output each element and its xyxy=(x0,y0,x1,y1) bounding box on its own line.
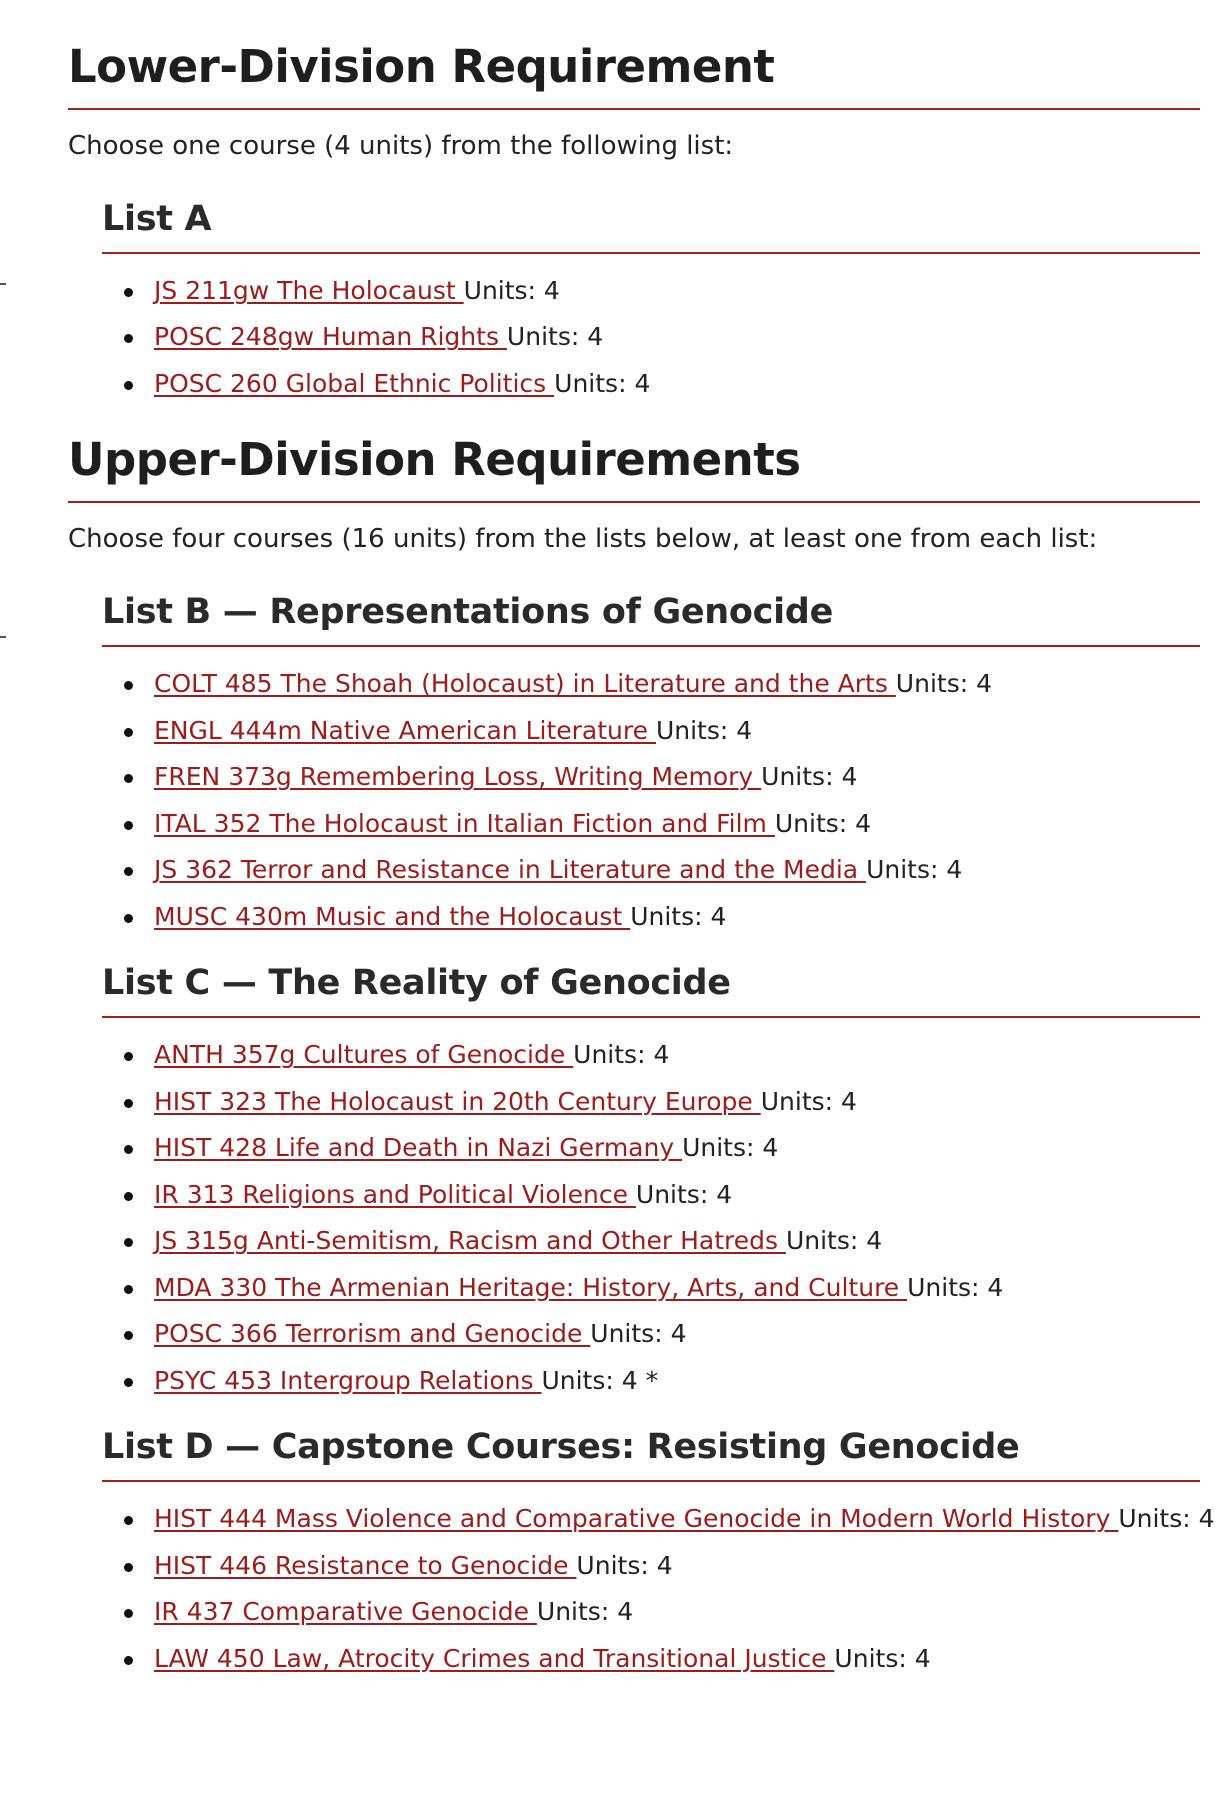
list-item xyxy=(102,1496,1215,1543)
course-units: Units: 4 xyxy=(635,1179,733,1209)
list-a xyxy=(102,198,1200,408)
bullet-icon xyxy=(124,774,133,783)
list-c-courses xyxy=(102,1032,1200,1404)
course-units: Units: 4 xyxy=(834,1643,931,1673)
list-item xyxy=(102,1032,1200,1079)
course-link[interactable]: POSC 366 Terrorism and Genocide xyxy=(154,1319,591,1349)
bullet-icon xyxy=(124,1052,133,1061)
course-link[interactable]: POSC 248gw Human Rights xyxy=(154,322,507,352)
list-b-heading: List B — Representations of Genocide xyxy=(102,591,1200,647)
list-a-heading: List A xyxy=(102,198,1200,254)
list-item xyxy=(102,314,1200,361)
upper-division-section xyxy=(68,433,1215,1682)
list-item xyxy=(102,1311,1200,1358)
list-item xyxy=(102,1172,1200,1219)
bullet-icon xyxy=(124,1145,133,1154)
list-item xyxy=(102,361,1200,408)
lower-division-heading: Lower-Division Requirement xyxy=(68,40,1200,110)
bullet-icon xyxy=(124,867,133,876)
course-units: Units: 4 xyxy=(655,715,753,745)
list-c-heading: List C — The Reality of Genocide xyxy=(102,962,1200,1018)
bullet-icon xyxy=(124,334,133,343)
course-link[interactable]: HIST 323 The Holocaust in 20th Century Europe xyxy=(154,1086,761,1116)
list-d-courses xyxy=(102,1496,1215,1682)
course-units: Units: 4 xyxy=(590,1319,687,1349)
bullet-icon xyxy=(124,914,133,923)
bullet-icon xyxy=(124,681,133,690)
course-units: Units: 4 xyxy=(761,762,858,792)
list-a-courses xyxy=(102,268,1200,408)
list-item xyxy=(102,847,1200,894)
upper-division-heading: Upper-Division Requirements xyxy=(68,433,1200,503)
course-link[interactable]: HIST 446 Resistance to Genocide xyxy=(154,1550,577,1580)
bullet-icon xyxy=(124,821,133,830)
lower-division-section xyxy=(68,40,1200,407)
course-units: Units: 4 xyxy=(536,1597,634,1627)
course-link[interactable]: MDA 330 The Armenian Heritage: History, Arts, and Culture xyxy=(154,1272,908,1302)
course-units: Units: 4 xyxy=(682,1133,779,1163)
course-link[interactable]: IR 437 Comparative Genocide xyxy=(154,1597,537,1627)
course-units: Units: 4 * xyxy=(541,1365,659,1395)
list-d-heading: List D — Capstone Courses: Resisting Genocide xyxy=(102,1426,1200,1482)
course-units: Units: 4 xyxy=(907,1272,1004,1302)
course-units: Units: 4 xyxy=(630,901,727,931)
bullet-icon xyxy=(124,728,133,737)
course-link[interactable]: ENGL 444m Native American Literature xyxy=(154,715,656,745)
bullet-icon xyxy=(124,1563,133,1572)
upper-division-intro: Choose four courses (16 units) from the lists below, at least one from each list: xyxy=(68,524,1098,555)
list-item xyxy=(102,268,1200,315)
list-item xyxy=(102,661,1200,708)
bullet-icon xyxy=(124,1656,133,1665)
list-d xyxy=(102,1426,1215,1682)
edge-tick-mark xyxy=(0,636,6,638)
list-item xyxy=(102,754,1200,801)
course-units: Units: 4 xyxy=(866,855,963,885)
list-item xyxy=(102,894,1200,941)
bullet-icon xyxy=(124,1609,133,1618)
course-link[interactable]: PSYC 453 Intergroup Relations xyxy=(154,1365,542,1395)
course-units: Units: 4 xyxy=(760,1086,857,1116)
course-units: Units: 4 xyxy=(1118,1504,1215,1534)
course-link[interactable]: JS 315g Anti-Semitism, Racism and Other Hatreds xyxy=(154,1226,786,1256)
course-units: Units: 4 xyxy=(785,1226,883,1256)
course-units: Units: 4 xyxy=(506,322,604,352)
edge-tick-mark xyxy=(0,283,6,285)
course-link[interactable]: LAW 450 Law, Atrocity Crimes and Transitional Justice xyxy=(154,1643,835,1673)
lower-division-intro: Choose one course (4 units) from the following list: xyxy=(68,131,734,161)
bullet-icon xyxy=(124,1378,133,1387)
bullet-icon xyxy=(124,1099,133,1108)
course-units: Units: 4 xyxy=(576,1550,673,1580)
list-b xyxy=(102,591,1200,940)
list-item xyxy=(102,1358,1200,1405)
course-link[interactable]: COLT 485 The Shoah (Holocaust) in Literature and the Arts xyxy=(154,669,896,699)
course-link[interactable]: HIST 428 Life and Death in Nazi Germany xyxy=(154,1133,683,1163)
bullet-icon xyxy=(124,381,133,390)
course-units: Units: 4 xyxy=(895,669,992,699)
course-link[interactable]: IR 313 Religions and Political Violence xyxy=(154,1179,636,1209)
list-item xyxy=(102,1636,1200,1683)
course-link[interactable]: JS 362 Terror and Resistance in Literature and the Media xyxy=(154,855,867,885)
bullet-icon xyxy=(124,1285,133,1294)
bullet-icon xyxy=(124,1516,133,1525)
course-link[interactable]: JS 211gw The Holocaust xyxy=(154,275,464,305)
list-item xyxy=(102,1265,1200,1312)
course-link[interactable]: HIST 444 Mass Violence and Comparative Genocide in Modern World History xyxy=(154,1504,1119,1534)
list-item xyxy=(102,801,1200,848)
requirements-content xyxy=(68,40,1215,1682)
list-item xyxy=(102,1218,1200,1265)
course-units: Units: 4 xyxy=(573,1040,670,1070)
list-item xyxy=(102,1079,1200,1126)
course-link[interactable]: FREN 373g Remembering Loss, Writing Memory xyxy=(154,762,762,792)
course-units: Units: 4 xyxy=(463,275,560,305)
course-link[interactable]: POSC 260 Global Ethnic Politics xyxy=(154,368,555,398)
course-link[interactable]: MUSC 430m Music and the Holocaust xyxy=(154,901,631,931)
bullet-icon xyxy=(124,1192,133,1201)
list-item xyxy=(102,708,1200,755)
list-item xyxy=(102,1543,1200,1590)
bullet-icon xyxy=(124,1238,133,1247)
course-link[interactable]: ITAL 352 The Holocaust in Italian Fiction and Film xyxy=(154,808,775,838)
list-c xyxy=(102,962,1200,1404)
bullet-icon xyxy=(124,1331,133,1340)
course-link[interactable]: ANTH 357g Cultures of Genocide xyxy=(154,1040,574,1070)
course-units: Units: 4 xyxy=(774,808,872,838)
list-item xyxy=(102,1125,1200,1172)
list-b-courses xyxy=(102,661,1200,940)
list-item xyxy=(102,1589,1200,1636)
bullet-icon xyxy=(124,288,133,297)
course-units: Units: 4 xyxy=(554,368,651,398)
